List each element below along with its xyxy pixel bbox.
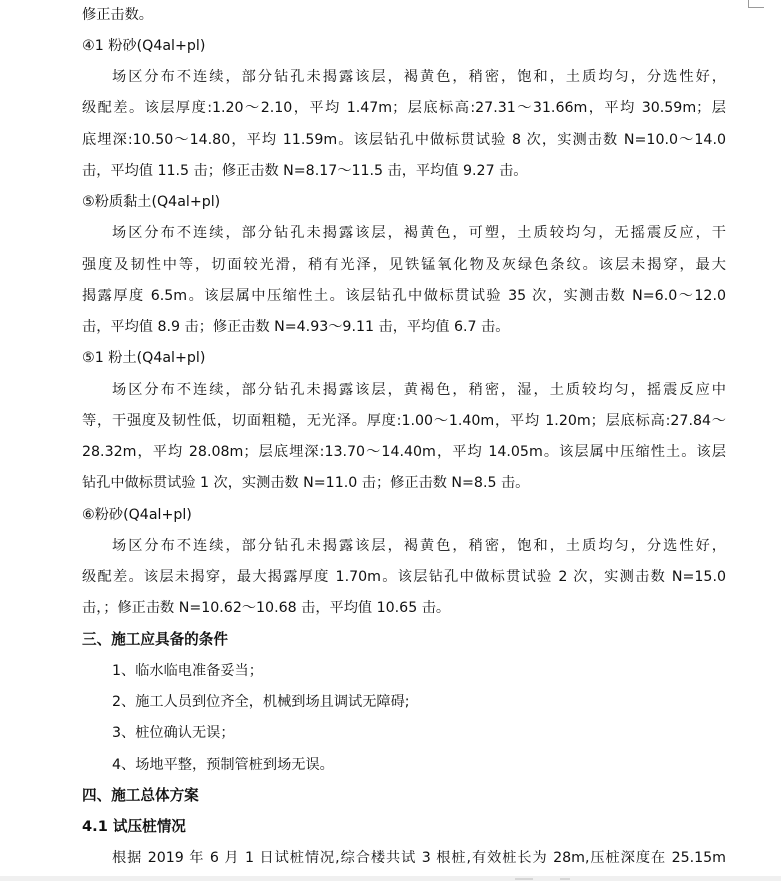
margin-corner-mark xyxy=(748,7,764,8)
paragraph-line: 场区分布不连续，部分钻孔未揭露该层，褐黄色，稍密，饱和，土质均匀，分选性好， xyxy=(112,538,726,554)
paragraph-line: 击，平均值 8.9 击；修正击数 N=4.93～9.11 击，平均值 6.7 击。 xyxy=(82,319,510,335)
layer-title-6: ⑥粉砂(Q4al+pl) xyxy=(82,507,192,523)
paragraph-line: 级配差。该层厚度:1.20～2.10，平均 1.47m；层底标高:27.31～31.66m，平均 30.59m；层 xyxy=(82,100,726,116)
paragraph-line: 击，；修正击数 N=10.62～10.68 击，平均值 10.65 击。 xyxy=(82,600,451,616)
paragraph-line: 场区分布不连续，部分钻孔未揭露该层，黄褐色，稍密，湿，土质较均匀，摇震反应中 xyxy=(112,382,726,398)
paragraph-line: 根据 2019 年 6 月 1 日试桩情况,综合楼共试 3 根桩,有效桩长为 28m,压桩深度在 25.15m xyxy=(112,850,726,866)
page-bottom-edge xyxy=(0,876,781,881)
paragraph-line: 场区分布不连续，部分钻孔未揭露该层，褐黄色，可塑，土质较均匀，无摇震反应，干 xyxy=(112,225,726,241)
paragraph-line: 强度及韧性中等，切面较光滑，稍有光泽，见铁锰氧化物及灰绿色条纹。该层未揭穿，最大 xyxy=(82,257,726,273)
section-heading-3: 三、施工应具备的条件 xyxy=(82,631,228,648)
list-item: 2、施工人员到位齐全，机械到场且调试无障碍; xyxy=(112,694,410,710)
section-heading-4: 四、施工总体方案 xyxy=(82,787,199,804)
layer-title-4-1: ④1 粉砂(Q4al+pl) xyxy=(82,38,206,54)
paragraph-line: 级配差。该层未揭穿，最大揭露厚度 1.70m。该层钻孔中做标贯试验 2 次，实测击数 N=15.0 xyxy=(82,569,726,585)
paragraph-line: 底埋深:10.50～14.80，平均 11.59m。该层钻孔中做标贯试验 8 次，实测击数 N=10.0～14.0 xyxy=(82,132,726,148)
page-bottom-edge xyxy=(560,878,570,880)
paragraph-line: 钻孔中做标贯试验 1 次，实测击数 N=11.0 击；修正击数 N=8.5 击。 xyxy=(82,475,530,491)
list-item: 3、桩位确认无误； xyxy=(112,725,235,741)
paragraph-line: 场区分布不连续，部分钻孔未揭露该层，褐黄色，稍密，饱和，土质均匀，分选性好， xyxy=(112,69,726,85)
paragraph-line: 等，干强度及韧性低，切面粗糙，无光泽。厚度:1.00～1.40m，平均 1.20m；层底标高:27.84～ xyxy=(82,413,726,429)
layer-title-5: ⑤粉质黏土(Q4al+pl) xyxy=(82,194,221,210)
list-item: 1、临水临电准备妥当； xyxy=(112,663,263,679)
layer-title-5-1: ⑤1 粉土(Q4al+pl) xyxy=(82,350,206,366)
paragraph-line: 击，平均值 11.5 击；修正击数 N=8.17～11.5 击，平均值 9.27 击。 xyxy=(82,163,528,179)
list-item: 4、场地平整，预制管桩到场无误。 xyxy=(112,757,334,773)
subsection-heading-4-1: 4.1 试压桩情况 xyxy=(82,818,186,835)
paragraph-line: 揭露厚度 6.5m。该层属中压缩性土。该层钻孔中做标贯试验 35 次，实测击数 N=6.0～12.0 xyxy=(82,288,726,304)
page-bottom-edge xyxy=(515,878,533,880)
paragraph-line: 28.32m，平均 28.08m；层底埋深:13.70～14.40m，平均 14.05m。该层属中压缩性土。该层 xyxy=(82,444,726,460)
paragraph-line: 修正击数。 xyxy=(82,7,153,23)
